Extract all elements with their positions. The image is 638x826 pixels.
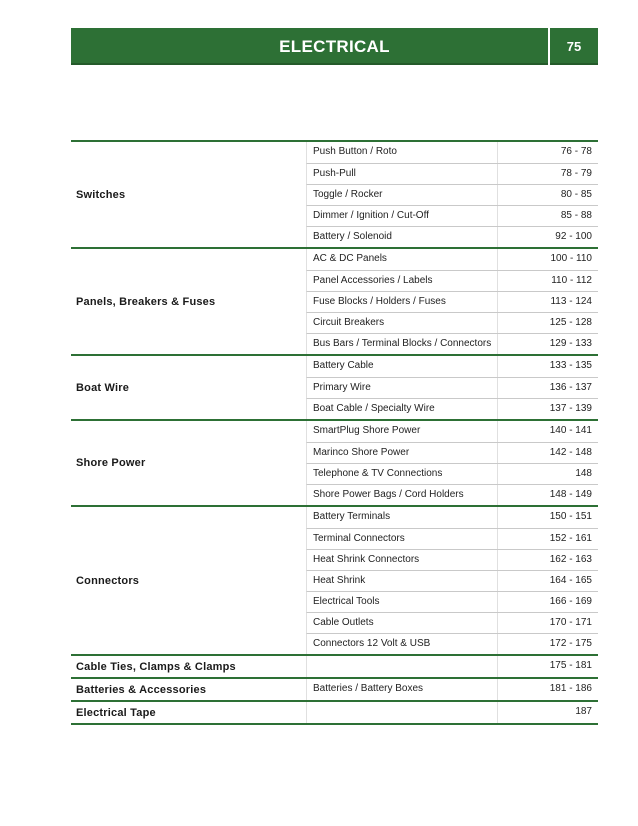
page-range: 137 - 139 — [497, 399, 598, 419]
toc-section — [71, 505, 598, 654]
page-range: 175 - 181 — [497, 656, 598, 677]
subcategory-name: Battery / Solenoid — [313, 231, 392, 242]
page-range: 162 - 163 — [497, 550, 598, 570]
category-label: Switches — [76, 188, 126, 201]
page-range: 129 - 133 — [497, 334, 598, 354]
page-range: 181 - 186 — [497, 679, 598, 700]
page-range: 152 - 161 — [497, 529, 598, 549]
toc-row — [306, 226, 598, 247]
page-range: 85 - 88 — [497, 206, 598, 226]
toc-row — [306, 205, 598, 226]
category-label: Panels, Breakers & Fuses — [76, 295, 216, 308]
page-range: 187 — [497, 702, 598, 723]
subcategory-name — [307, 702, 497, 723]
toc-row — [306, 612, 598, 633]
toc-row — [306, 570, 598, 591]
toc-row — [306, 507, 598, 528]
toc-row — [306, 142, 598, 163]
toc-row — [306, 270, 598, 291]
subcategory-name: Terminal Connectors — [313, 533, 405, 544]
category-label: Boat Wire — [76, 381, 130, 394]
page-range: 148 - 149 — [497, 485, 598, 505]
toc-row — [306, 377, 598, 398]
toc-row — [306, 184, 598, 205]
toc-row — [306, 549, 598, 570]
toc-row — [306, 398, 598, 419]
toc-row — [306, 591, 598, 612]
page-range: 170 - 171 — [497, 613, 598, 633]
subcategory-name: Connectors 12 Volt & USB — [313, 638, 431, 649]
toc-section — [71, 247, 598, 354]
subcategory-list — [306, 656, 598, 677]
toc-section — [71, 677, 598, 700]
category-label: Cable Ties, Clamps & Clamps — [76, 660, 236, 673]
subcategory-name — [307, 656, 497, 677]
toc-row — [306, 484, 598, 505]
page-range: 92 - 100 — [497, 227, 598, 247]
toc-row — [306, 463, 598, 484]
toc-row — [306, 442, 598, 463]
subcategory-name: Marinco Shore Power — [313, 447, 410, 458]
subcategory-name: SmartPlug Shore Power — [313, 425, 421, 436]
page-range: 125 - 128 — [497, 313, 598, 333]
toc-row — [306, 163, 598, 184]
page-range: 140 - 141 — [497, 421, 598, 442]
toc-row — [306, 633, 598, 654]
subcategory-name: Panel Accessories / Labels — [313, 275, 433, 286]
page-range: 148 — [497, 464, 598, 484]
category-label: Shore Power — [76, 457, 146, 469]
toc-section — [71, 419, 598, 505]
toc-row — [306, 656, 598, 677]
subcategory-name: Fuse Blocks / Holders / Fuses — [313, 296, 446, 307]
page-range: 110 - 112 — [497, 271, 598, 291]
subcategory-list — [306, 249, 598, 354]
toc-row — [306, 679, 598, 700]
table-of-contents — [71, 140, 598, 725]
subcategory-name: AC & DC Panels — [313, 253, 387, 264]
toc-row — [306, 249, 598, 270]
toc-row — [306, 702, 598, 723]
category-label: Electrical Tape — [76, 706, 156, 719]
subcategory-name: Battery Terminals — [313, 511, 391, 522]
toc-section — [71, 654, 598, 677]
toc-row — [306, 421, 598, 442]
subcategory-name: Circuit Breakers — [313, 317, 385, 328]
page-range: 76 - 78 — [497, 142, 598, 163]
toc-section — [71, 140, 598, 247]
subcategory-name: Heat Shrink — [313, 575, 366, 586]
page-header — [71, 28, 598, 65]
page-range: 164 - 165 — [497, 571, 598, 591]
toc-row — [306, 528, 598, 549]
subcategory-name: Dimmer / Ignition / Cut-Off — [313, 210, 429, 221]
subcategory-list — [306, 356, 598, 419]
subcategory-name: Telephone & TV Connections — [313, 468, 443, 479]
subcategory-name: Push Button / Roto — [313, 146, 397, 157]
subcategory-name: Primary Wire — [313, 382, 371, 393]
page-range: 150 - 151 — [497, 507, 598, 528]
subcategory-name: Push-Pull — [313, 168, 356, 179]
page-range: 172 - 175 — [497, 634, 598, 654]
toc-section — [71, 700, 598, 725]
subcategory-name: Shore Power Bags / Cord Holders — [313, 489, 464, 500]
page-number: 75 — [566, 39, 582, 54]
toc-row — [306, 312, 598, 333]
subcategory-name: Heat Shrink Connectors — [313, 554, 420, 565]
subcategory-name: Electrical Tools — [313, 596, 380, 607]
subcategory-list — [306, 702, 598, 723]
subcategory-name: Cable Outlets — [313, 617, 374, 628]
page-range: 166 - 169 — [497, 592, 598, 612]
page-range: 100 - 110 — [497, 249, 598, 270]
subcategory-name: Toggle / Rocker — [313, 189, 383, 200]
page-range: 136 - 137 — [497, 378, 598, 398]
subcategory-name: Battery Cable — [313, 360, 374, 371]
toc-row — [306, 333, 598, 354]
subcategory-list — [306, 421, 598, 505]
subcategory-name: Bus Bars / Terminal Blocks / Connectors — [313, 338, 492, 349]
category-label: Batteries & Accessories — [76, 683, 207, 696]
subcategory-name: Batteries / Battery Boxes — [313, 683, 424, 694]
subcategory-list — [306, 142, 598, 247]
subcategory-list — [306, 679, 598, 700]
page-range: 80 - 85 — [497, 185, 598, 205]
page-range: 133 - 135 — [497, 356, 598, 377]
toc-row — [306, 291, 598, 312]
toc-row — [306, 356, 598, 377]
category-label: Connectors — [76, 574, 140, 587]
subcategory-list — [306, 507, 598, 654]
page-range: 142 - 148 — [497, 443, 598, 463]
section-title: ELECTRICAL — [279, 37, 390, 56]
toc-section — [71, 354, 598, 419]
page-range: 113 - 124 — [497, 292, 598, 312]
page-range: 78 - 79 — [497, 164, 598, 184]
subcategory-name: Boat Cable / Specialty Wire — [313, 403, 435, 414]
